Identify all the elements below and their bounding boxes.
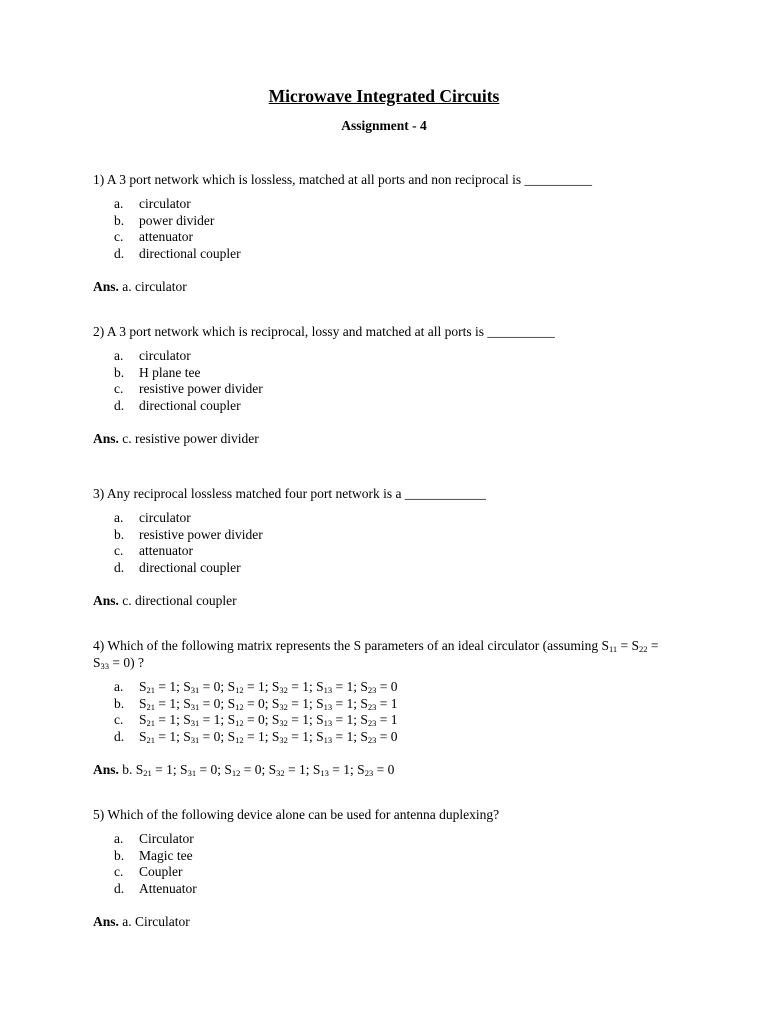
s-param-subscript: 23 [367,685,377,695]
option-text: $S_{21} = 1$; $S_{31} = 0$; $S_{12} = 0$; $S_{32} = 1$; $S_{13} = 1$; $S_{23} = 1$ [139,695,398,712]
s-param-value: 1 [169,695,177,711]
option [114,246,241,263]
option [114,696,398,713]
option-text: circulator [139,196,191,211]
s-param-subscript: 21 [146,685,156,695]
option-letter: d. [114,245,125,261]
s-param-value: 0 [213,679,221,694]
s-param-value: 0 [390,728,398,744]
option-text: $S_{21} = 1$; $S_{31} = 0$; $S_{12} = 1$; $S_{32} = 1$; $S_{13} = 1$; $S_{23} = 0$ [139,679,398,695]
s-param-value: 0 [210,762,218,777]
answer-text: $S_{21} = 1$; $S_{31} = 0$; $S_{12} = 0$; $S_{32} = 1$; $S_{13} = 1$; $S_{23} = 0$ [135,762,395,778]
s-param-subscript: 13 [323,701,333,712]
answer-text: c. resistive power divider [122,431,259,446]
s-param-value: 1 [346,728,354,744]
option-letter: c. [114,543,124,559]
option-text: circulator [139,348,191,363]
s-param-value: 0 [213,728,221,744]
option-letter: b. [114,847,125,863]
s-param-subscript: 31 [190,701,200,712]
question-3-text: 3) Any reciprocal lossless matched four port network is a ____________ [93,486,486,501]
s-param-subscript: 31 [190,685,200,695]
s-param-value: 1 [166,762,173,777]
option [114,348,263,365]
s-param-subscript: 13 [323,734,333,745]
s-param-value: 0 [257,695,265,711]
s-param-subscript: 32 [279,718,288,729]
s-param-subscript: 13 [323,685,333,695]
s-param-subscript: 21 [146,701,156,712]
s-param-subscript: 21 [143,768,152,778]
option-text: Attenuator [139,880,197,896]
option-text: H plane tee [139,364,201,380]
s-param-subscript: 32 [279,685,288,695]
s-param-subscript: 32 [276,768,285,778]
option-letter: d. [114,559,125,575]
s-param-value: 1 [299,762,306,777]
s-param-value: 1 [302,695,309,711]
s-param-value: 1 [213,712,221,728]
question-3-options [114,510,263,576]
question-4-options [114,679,398,745]
option [114,679,398,696]
s-param-value: 1 [390,712,398,728]
answer-label: Ans. [93,593,119,608]
s-param-value: 1 [302,728,309,744]
option-text: power divider [139,212,215,228]
option-letter: b. [114,695,125,711]
document-title: Microwave Integrated Circuits [268,86,500,106]
question-4-text: 4) Which of the following matrix represents the S parameters of an ideal circulator (assuming $S_{11} = S_{22} = S_{33} = 0$) ? [93,638,659,671]
s-param-subscript: 23 [367,734,377,745]
s-param-value: 1 [169,728,177,744]
question-4-answer [93,762,394,778]
answer-text: c. directional coupler [122,593,237,608]
question-2-options [114,348,263,414]
option-text: Magic tee [139,847,193,863]
option [114,881,197,898]
answer-letter: b. [122,762,133,777]
option-letter: a. [114,510,124,525]
s-param-value: 0 [254,762,262,777]
option-letter: d. [114,728,125,744]
s-param-subscript: 31 [187,768,197,778]
option [114,712,398,729]
option-letter: a. [114,348,124,363]
s-param-subscript: 12 [235,718,244,729]
s-param-value: 1 [169,679,177,694]
s-param-value: 1 [302,679,309,694]
option [114,560,263,577]
option-letter: b. [114,526,125,542]
answer-text: a. Circulator [122,914,190,929]
s-param-value: 1 [390,695,398,711]
option [114,213,241,230]
option [114,527,263,544]
option-letter: c. [114,229,124,245]
option [114,510,263,527]
s-param-subscript: 21 [146,718,156,729]
option [114,398,263,415]
option [114,831,197,848]
answer-text: a. circulator [122,279,187,294]
s-param-value: 1 [302,712,309,728]
option-letter: d. [114,880,125,896]
s-param-subscript: 31 [190,734,200,745]
s-param-subscript: 23 [367,701,377,712]
option [114,543,263,560]
option-text: attenuator [139,229,193,245]
option [114,848,197,865]
s-param-value: 1 [257,728,265,744]
option-text: Coupler [139,864,183,880]
option-text: attenuator [139,543,193,559]
s-param-value: 1 [346,712,354,728]
option-text: $S_{21} = 1$; $S_{31} = 1$; $S_{12} = 0$; $S_{32} = 1$; $S_{13} = 1$; $S_{23} = 1$ [139,712,398,729]
option [114,381,263,398]
s-param-value: 0 [387,762,395,777]
s-param-subscript: 32 [279,701,288,712]
s-param-subscript: 12 [235,734,244,745]
s-param-subscript: 21 [146,734,156,745]
assignment-subtitle: Assignment - 4 [341,118,427,133]
s-param-value: 1 [346,695,354,711]
option-letter: b. [114,364,125,380]
answer-label: Ans. [93,431,119,446]
question-1-text: 1) A 3 port network which is lossless, matched at all ports and non reciprocal is __________ [93,172,593,187]
question-2-answer [93,431,259,447]
s-param-value: 0 [213,695,221,711]
option-text: circulator [139,510,191,525]
option-text: $S_{21} = 1$; $S_{31} = 0$; $S_{12} = 1$; $S_{32} = 1$; $S_{13} = 1$; $S_{23} = 0$ [139,728,398,745]
option-text: directional coupler [139,559,241,575]
option-letter: c. [114,712,124,728]
answer-label: Ans. [93,279,119,294]
option [114,196,241,213]
s-param-value: 1 [257,679,265,694]
option-letter: a. [114,679,124,694]
s-param-subscript: 23 [367,718,377,729]
question-5-text: 5) Which of the following device alone can be used for antenna duplexing? [93,807,500,822]
question-5-answer [93,914,190,930]
question-5-options [114,831,197,897]
s-param-subscript: 13 [320,768,329,778]
s-param-subscript: 32 [279,734,288,745]
s-param-value: 1 [169,712,177,728]
s-param-value: 0 [257,712,265,728]
option [114,729,398,746]
option [114,229,241,246]
s-param-subscript: 12 [235,685,244,695]
option-letter: c. [114,381,124,397]
answer-label: Ans. [93,914,119,929]
option-letter: a. [114,196,124,211]
option-letter: c. [114,864,124,880]
option-text: Circulator [139,831,194,846]
s-param-value: 1 [346,679,354,694]
option-text: directional coupler [139,397,241,413]
s-param-value: 0 [390,679,398,694]
question-3-answer [93,593,237,609]
option-text: directional coupler [139,245,241,261]
s-param-subscript: 13 [323,718,333,729]
s-param-subscript: 23 [364,768,374,778]
s-param-subscript: 12 [235,701,244,712]
question-1-options [114,196,241,262]
question-1-answer [93,279,187,295]
option-letter: a. [114,831,124,846]
question-2-text: 2) A 3 port network which is reciprocal, lossy and matched at all ports is __________ [93,324,555,339]
s-param-subscript: 31 [190,718,200,729]
option-letter: d. [114,397,125,413]
s-param-value: 1 [343,762,351,777]
answer-label: Ans. [93,762,119,777]
option-text: resistive power divider [139,381,263,397]
option [114,365,263,382]
s-param-subscript: 12 [231,768,241,778]
option-letter: b. [114,212,125,228]
option [114,864,197,881]
option-text: resistive power divider [139,526,263,542]
